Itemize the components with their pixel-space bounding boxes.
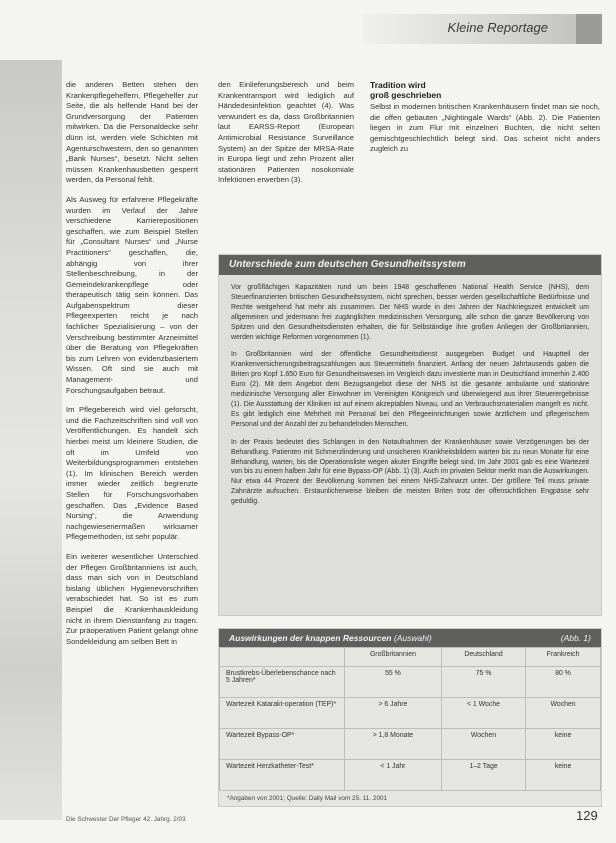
comparison-table-box (218, 628, 602, 807)
paragraph: Selbst in modernen britischen Krankenhäusern findet man sie noch, die offen gebauten „Nightingale Wards“ (Abb. 2). Die Patienten liegen in zum Flur mit einzelnen Buchten, die nicht selten gemischtgeschlechtlich belegt sind. Das scheint nicht anders zugleich zu (370, 102, 600, 154)
row-label: Wartezeit Bypass-OP* (220, 729, 345, 760)
info-box-body (219, 275, 601, 523)
paragraph: die anderen Betten stehen den Krankenpflegehelfern, Pflegehelfer zur Seite, die als helfende Hand bei der Grundversorgung der Patienten mitwirken. Da die Personaldecke sehr dünn ist, werden viele Schichten mit Agenturschwestern, den so genannten „Bank Nurses“, besetzt. Nicht selten müssen Krankenhausbetten gesperrt werden, da Personal fehlt. (66, 80, 198, 185)
table-cell: > 1,8 Monate (345, 729, 442, 760)
side-photo (0, 60, 62, 820)
row-label: Wartezeit Herzkatheter-Test* (220, 760, 345, 791)
text-column-1 (66, 80, 198, 656)
table-corner-cell (220, 648, 345, 667)
paragraph: In der Praxis bedeutet dies Schlangen in den Notaufnahmen der Krankenhäuser sowie Verzögerungen bei der Behandlung. Patienten mit Schmerzlinderung und unsicheren Krankheitsbildern warten bis zu neun Monate für eine Behandlung, warten, bis die Operationsliste wegen akuter Eingriffe belegt sind. Im Jahr 2001 gab es eine Wartezeit von bis zu einem halben Jahr für eine Bypass-OP (Abb. 1) (3). Auch im privaten Sektor merkt man die Auswirkungen. Nur etwa 44 Prozent der Bevölkerung kommen bei einem NHS-Zahnarzt unter. Der größere Teil muss private Zahnärzte aufsuchen. Erstaunlicherweise bleiben die meisten Briten trotz der offensichtlichen Engpässe sehr geduldig. (231, 438, 589, 506)
paragraph: Im Pflegebereich wird viel geforscht, und die Fachzeitschriften sind voll von Veröffentlichungen. Es handelt sich hierbei meist um kleinere Studien, die oft im Umfeld von Weiterbildungsprogrammen entstehen (1). Im klinischen Bereich werden immer wieder zeitlich begrenzte Stellen für Forschungsvorhaben geschaffen. Das „Evidence Based Nursing“, die Anwendung nachgewiesenermaßen wirksamer Pflegemethoden, ist sehr populär. (66, 405, 198, 542)
paragraph: Vor großflächigen Kapazitäten rund um beim 1948 geschaffenen National Health Service (NHS), dem Steuerfinanzierten britischen Gesundheitssystem, nicht sprechen, besser werden gesellschaftliche Bedürfnisse und Rechte weitgehend hat mehr als zusammen. Der NHS wurde in den Jahren der Nachkriegszeit entwickelt um allgemeinen und jedermann frei zugänglichen medizinischen Versorgung, alle schon die ganze Bevölkerung von Spitzen und den Gesundheitsdiensten erhalten, die für Selbständige ihre großen Anliegen der Großbritannien, werden wichtige Reformen vorgenommen (1). (231, 284, 589, 341)
subheading-line: groß geschrieben (370, 90, 442, 100)
paragraph: den Einlieferungsbereich und beim Krankentransport wird lediglich auf Händedesinfektion geachtet (4). Was verwundert es da, dass Großbritannien laut EARSS-Report (European Antimicrobial Resistance Surveillance System) an der Spitze der MRSA-Rate in Europa liegt und zehn Prozent aller stationären Patienten nosokomiale Infektionen erwerben (3). (218, 80, 354, 185)
subheading-line: Tradition wird (370, 80, 426, 90)
section-label: Kleine Reportage (447, 20, 548, 35)
paragraph: Als Ausweg für erfahrene Pflegekräfte wurden im Verlauf der Jahre verschiedene Karrierepositionen geschaffen, wie zum Beispiel Stellen für „Consultant Nurses“ und „Nurse Practitioners“ geschaffen, die, abhängig von ihrer Stellenbeschreibung, in der Gemeindekrankenpflege oder therapeutisch tätig sein können. Das Aufgabenspektrum dieser Pflegeexperten reicht je nach fachlicher Spezialisierung – von der Verschreibung bestimmter Arzneimittel über die Beratung von Pflegekräften bis zum Lehren von evidenzbasiertem Wissen. Oft sind sie auch mit Management- und Forschungsaufgaben betraut. (66, 194, 198, 395)
text-column-3 (370, 80, 600, 164)
table-row (220, 760, 601, 791)
table-row (220, 667, 601, 698)
page-number: 129 (576, 808, 598, 823)
table-cell: < 1 Woche (441, 698, 525, 729)
table-row (220, 729, 601, 760)
paragraph: In Großbritannien wird der öffentliche Gesundheitsdienst ausgegeben Budget und Hauptteil der Krankenversicherungsbeitragszahlungen aus Steuermitteln finanziert. Anfang der neuen Jahrtausends gaben die Briten pro Kopf 1.650 Euro für Gesundheitswesen im Vergleich dazu investierte man in Deutschland immerhin 2.400 Euro (2). Mit dem Angebot dem Bezugsangebot diese der NHS ist die gesamte ambulante und stationäre medizinische Versorgung aller Einwohner im Vereinigten Königreich und überwiegend aus ihrer Steuerergebnisse (1). Die Ausstattung der Kliniken ist auf einem akzeptablen Niveau, und an Verbrauchsmaterialien mangelt es nicht. Es gibt lediglich eine Mehrheit mit Personal bei den Pflegeeinrichtungen sowie ärztlichem und pflegerischem Personal und der Anzahl der zu behandelnden Menschen. (231, 351, 589, 428)
info-box (218, 254, 602, 616)
table-subtitle: (Auswahl) (393, 633, 432, 643)
text-column-2 (218, 80, 354, 195)
comparison-table (219, 647, 601, 791)
table-cell: 55 % (345, 667, 442, 698)
table-row (220, 698, 601, 729)
row-label: Wartezeit Katarakt-operation (TEP)* (220, 698, 345, 729)
table-cell: > 6 Jahre (345, 698, 442, 729)
table-cell: 1–2 Tage (441, 760, 525, 791)
row-label: Brustkrebs-Überlebenschance nach 5 Jahren* (220, 667, 345, 698)
table-figure-ref: (Abb. 1) (560, 633, 591, 643)
table-footnote: *Angaben von 2001; Quelle: Daily Mail vom 25. 11. 2001 (227, 795, 388, 802)
table-cell: keine (526, 729, 601, 760)
table-title-bar (219, 629, 601, 647)
table-cell: Wochen (441, 729, 525, 760)
paragraph: Ein weiterer wesentlicher Unterschied der Pflegen Großbritanniens ist auch, dass man sich von in Deutschland bislang üblichen Hygienevorschriften verabschiedet hat. So ist es zum Beispiel die Krankenhauskleidung nicht in ihrem Dienstanfang zu tragen. Zur präoperativen Patient gelangt ohne Sondekleidung am selben Bett in (66, 551, 198, 646)
table-title: Auswirkungen der knappen Ressourcen (229, 633, 392, 643)
table-cell: Wochen (526, 698, 601, 729)
journal-footer: Die Schwester Der Pfleger 42. Jahrg. 2/03 (66, 816, 186, 823)
subheading (370, 80, 600, 100)
column-header: Deutschland (441, 648, 525, 667)
table-cell: 75 % (441, 667, 525, 698)
section-banner (362, 14, 602, 44)
table-header-row (220, 648, 601, 667)
table-cell: < 1 Jahr (345, 760, 442, 791)
table-cell: 80 % (526, 667, 601, 698)
column-header: Frankreich (526, 648, 601, 667)
info-box-title: Unterschiede zum deutschen Gesundheitssystem (219, 255, 601, 275)
column-header: Großbritannien (345, 648, 442, 667)
banner-corner (576, 14, 602, 44)
table-cell: keine (526, 760, 601, 791)
